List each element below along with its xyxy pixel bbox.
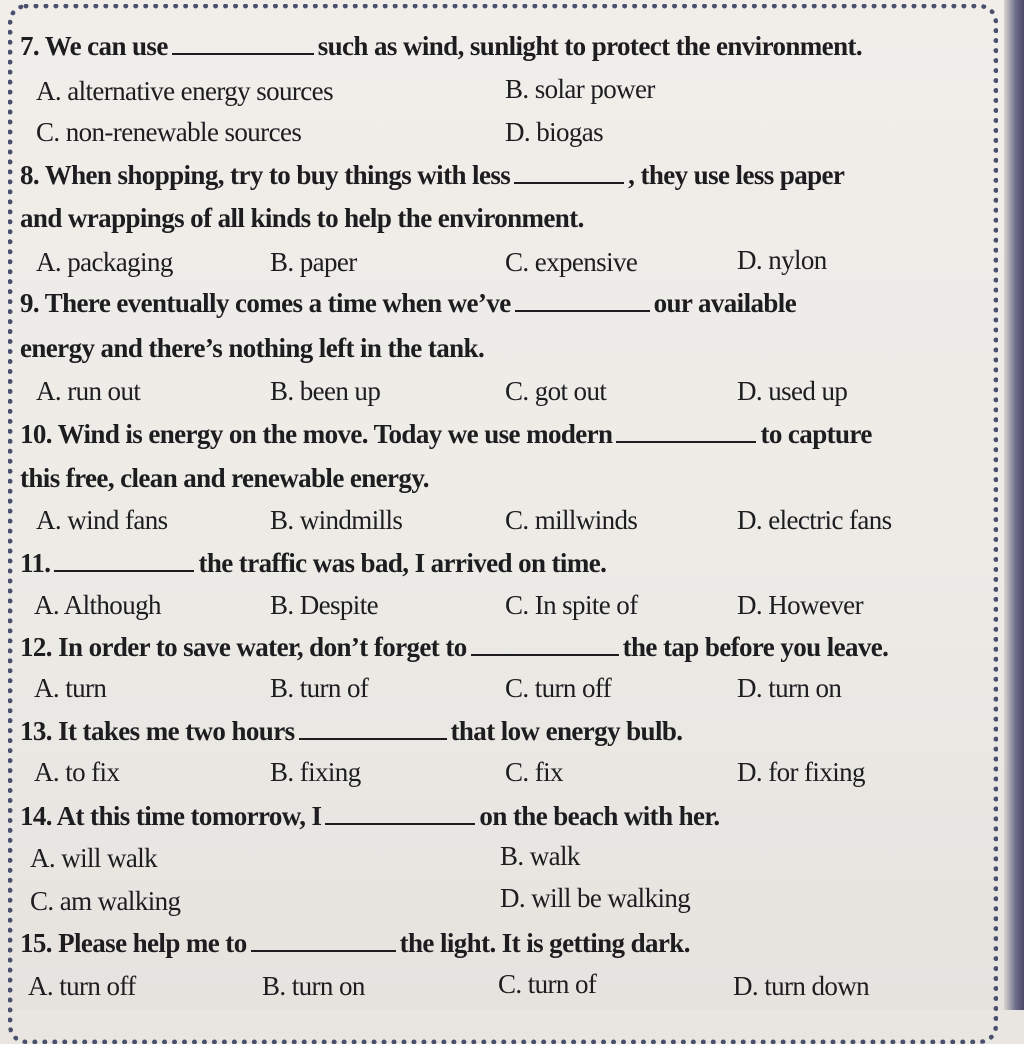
question-15-stem-start: 15. Please help me to [20, 928, 247, 958]
q12-option-a: A. turn [34, 673, 107, 703]
q8-option-c: C. expensive [505, 247, 638, 277]
question-9 [20, 288, 796, 319]
q10-option-d: D. electric fans [737, 505, 892, 535]
q7-option-b: B. solar power [505, 74, 655, 104]
question-8-stem-end: , they use less paper [628, 160, 845, 190]
question-8-line-2: and wrappings of all kinds to help the environment. [20, 203, 584, 233]
question-10-stem-start: 10. Wind is energy on the move. Today we use modern [20, 419, 613, 449]
q7-option-a: A. alternative energy sources [36, 76, 333, 106]
q14-option-d: D. will be walking [500, 883, 691, 913]
q14-option-b: B. walk [500, 841, 580, 871]
question-7-stem-end: such as wind, sunlight to protect the environment. [317, 31, 863, 61]
q11-option-a: A. Although [34, 590, 161, 620]
question-15-stem-end: the light. It is getting dark. [399, 928, 690, 958]
q12-option-c: C. turn off [505, 673, 612, 703]
q11-option-d: D. However [737, 590, 863, 620]
q11-option-b: B. Despite [270, 590, 378, 620]
q8-option-a: A. packaging [36, 247, 173, 277]
question-11-stem-start: 11. [20, 548, 51, 578]
q11-option-c: C. In spite of [505, 590, 638, 620]
question-7-stem-start: 7. We can use [20, 31, 168, 61]
q15-option-b: B. turn on [262, 971, 365, 1001]
q13-option-b: B. fixing [270, 757, 361, 787]
question-9-stem-end: our available [653, 288, 797, 318]
q9-option-b: B. been up [270, 376, 381, 406]
question-7 [20, 31, 862, 62]
question-13 [20, 716, 682, 747]
answer-blank [515, 290, 650, 312]
q10-option-a: A. wind fans [36, 505, 168, 535]
question-8-stem-start: 8. When shopping, try to buy things with less [20, 160, 511, 190]
q14-option-a: A. will walk [30, 843, 158, 873]
answer-blank [299, 718, 447, 740]
answer-blank [616, 421, 756, 443]
question-14-stem-start: 14. At this time tomorrow, I [20, 801, 322, 831]
answer-blank [514, 162, 624, 184]
q7-option-d: D. biogas [505, 117, 604, 147]
question-10-stem-end: to capture [760, 419, 872, 449]
q8-option-b: B. paper [270, 247, 357, 277]
question-12 [20, 632, 888, 663]
question-12-stem-end: the tap before you leave. [622, 632, 889, 662]
question-13-stem-start: 13. It takes me two hours [20, 716, 295, 746]
answer-blank [471, 634, 619, 656]
question-14-stem-end: on the beach with her. [479, 801, 720, 831]
answer-blank [325, 803, 475, 825]
question-8 [20, 160, 844, 191]
q9-option-c: C. got out [505, 376, 607, 406]
q12-option-d: D. turn on [737, 673, 842, 703]
q12-option-b: B. turn of [270, 673, 369, 703]
q13-option-d: D. for fixing [737, 757, 865, 787]
question-13-stem-end: that low energy bulb. [450, 716, 683, 746]
q13-option-c: C. fix [505, 757, 563, 787]
question-9-line-2: energy and there’s nothing left in the tank. [20, 333, 485, 363]
answer-blank [172, 33, 314, 55]
question-11 [20, 548, 606, 579]
q15-option-a: A. turn off [28, 971, 136, 1001]
q8-option-d: D. nylon [737, 245, 827, 275]
answer-blank [54, 550, 194, 572]
question-9-stem-start: 9. There eventually comes a time when we’ve [20, 288, 511, 318]
q14-option-c: C. am walking [30, 886, 181, 916]
q7-option-c: C. non-renewable sources [36, 117, 302, 147]
page-edge [1004, 0, 1024, 1010]
q13-option-a: A. to fix [34, 757, 120, 787]
question-10-line-2: this free, clean and renewable energy. [20, 463, 429, 493]
question-12-stem-start: 12. In order to save water, don’t forget to [20, 632, 467, 662]
question-10 [20, 419, 872, 450]
question-14 [20, 801, 720, 832]
q9-option-a: A. run out [36, 376, 141, 406]
question-11-stem-end: the traffic was bad, I arrived on time. [198, 548, 607, 578]
q15-option-d: D. turn down [733, 971, 870, 1001]
q10-option-b: B. windmills [270, 505, 403, 535]
q9-option-d: D. used up [737, 376, 848, 406]
answer-blank [251, 930, 396, 952]
q15-option-c: C. turn of [498, 969, 597, 999]
question-15 [20, 928, 690, 959]
q10-option-c: C. millwinds [505, 505, 638, 535]
